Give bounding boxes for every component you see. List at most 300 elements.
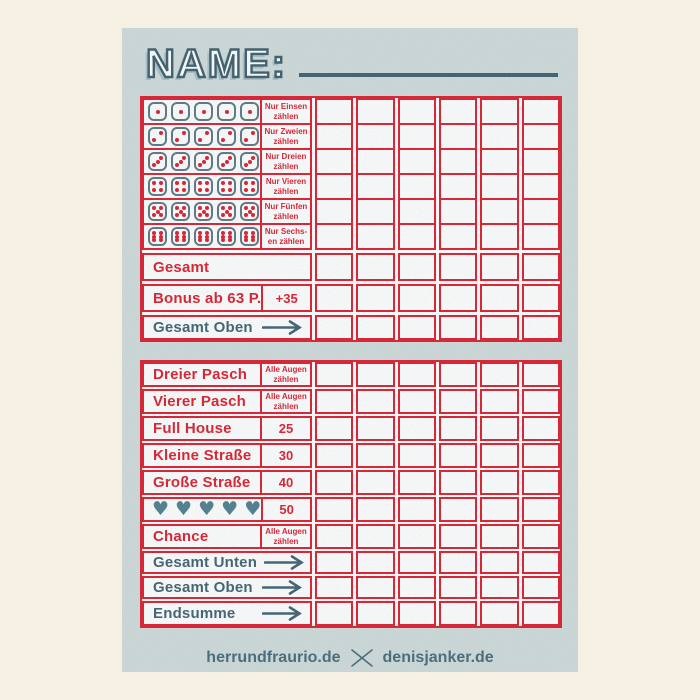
category-hint-cell bbox=[260, 125, 310, 148]
score-cell[interactable] bbox=[398, 148, 436, 175]
row-full-house bbox=[142, 416, 560, 441]
score-cell[interactable] bbox=[439, 362, 477, 387]
score-cell[interactable] bbox=[480, 284, 518, 312]
die-pip bbox=[156, 110, 160, 114]
die-pip bbox=[228, 213, 232, 217]
die-pip bbox=[179, 110, 183, 114]
category-einsen bbox=[142, 98, 312, 125]
score-cell[interactable] bbox=[439, 576, 477, 599]
die-pip bbox=[244, 163, 248, 167]
score-cell[interactable] bbox=[522, 315, 560, 340]
die-2-icon bbox=[240, 127, 259, 146]
footer bbox=[122, 648, 578, 668]
score-cell[interactable] bbox=[356, 524, 394, 549]
die-pip bbox=[198, 181, 202, 185]
die-3-icon bbox=[171, 152, 190, 171]
score-cell[interactable] bbox=[480, 576, 518, 599]
category-full-house bbox=[142, 416, 312, 441]
die-pip bbox=[152, 138, 156, 142]
category-hint-line: zählen bbox=[273, 536, 299, 546]
dice-5-group bbox=[144, 200, 260, 223]
score-cell[interactable] bbox=[356, 416, 394, 441]
die-1-icon bbox=[240, 102, 259, 121]
die-5-icon bbox=[148, 202, 167, 221]
die-pip bbox=[182, 156, 186, 160]
category-gesamt-oben-2 bbox=[142, 576, 312, 599]
score-cell[interactable] bbox=[398, 524, 436, 549]
score-cell[interactable] bbox=[439, 601, 477, 626]
category-dreien bbox=[142, 148, 312, 175]
score-cell[interactable] bbox=[315, 253, 353, 281]
die-pip bbox=[248, 160, 252, 164]
score-cell[interactable] bbox=[439, 223, 477, 250]
heart-icon: ♥ bbox=[175, 498, 193, 520]
score-cell[interactable] bbox=[439, 470, 477, 495]
category-value: 40 bbox=[278, 475, 294, 490]
score-cell[interactable] bbox=[480, 223, 518, 250]
category-hint-line: zählen bbox=[273, 111, 299, 121]
score-cell[interactable] bbox=[439, 551, 477, 574]
category-value-cell bbox=[260, 418, 310, 439]
die-pip bbox=[159, 131, 163, 135]
score-cell[interactable] bbox=[480, 497, 518, 522]
die-pip bbox=[175, 238, 179, 242]
category-value: 30 bbox=[278, 448, 294, 463]
row-dreien bbox=[142, 148, 560, 175]
category-label: Bonus ab 63 P. bbox=[153, 289, 262, 307]
score-cell[interactable] bbox=[356, 148, 394, 175]
die-pip bbox=[225, 110, 229, 114]
score-cell[interactable] bbox=[356, 98, 394, 125]
score-cell[interactable] bbox=[356, 551, 394, 574]
die-pip bbox=[228, 206, 232, 210]
score-cell[interactable] bbox=[356, 123, 394, 150]
category-gesamt bbox=[142, 253, 312, 281]
category-label: Gesamt Oben bbox=[153, 579, 253, 596]
score-cell[interactable] bbox=[356, 315, 394, 340]
die-pip bbox=[159, 213, 163, 217]
heart-icon: ♥ bbox=[221, 498, 239, 520]
die-6-icon bbox=[148, 227, 167, 246]
die-pip bbox=[244, 213, 248, 217]
score-cell[interactable] bbox=[522, 148, 560, 175]
die-pip bbox=[251, 206, 255, 210]
score-cell[interactable] bbox=[439, 443, 477, 468]
category-label: Full House bbox=[153, 420, 232, 437]
die-pip bbox=[175, 188, 179, 192]
dice-6-group bbox=[144, 225, 260, 248]
score-cell[interactable] bbox=[356, 576, 394, 599]
die-pip bbox=[159, 238, 163, 242]
category-kniffel-hearts bbox=[142, 497, 312, 522]
category-hint-line: en zählen bbox=[267, 236, 305, 246]
upper-score-table bbox=[140, 96, 562, 342]
die-pip bbox=[221, 238, 225, 242]
row-gesamt bbox=[142, 253, 560, 281]
score-cell[interactable] bbox=[439, 416, 477, 441]
score-cell[interactable] bbox=[522, 98, 560, 125]
row-fuenfen bbox=[142, 198, 560, 225]
score-cell[interactable] bbox=[315, 284, 353, 312]
die-pip bbox=[251, 238, 255, 242]
heart-icon: ♥ bbox=[198, 498, 216, 520]
score-cell[interactable] bbox=[480, 601, 518, 626]
category-hint-line: Nur Fünfen bbox=[264, 201, 308, 211]
die-pip bbox=[182, 213, 186, 217]
score-cell[interactable] bbox=[522, 253, 560, 281]
die-3-icon bbox=[148, 152, 167, 171]
die-pip bbox=[152, 188, 156, 192]
row-gesamt-oben-2 bbox=[142, 576, 560, 599]
arrow-area bbox=[254, 603, 310, 624]
score-cell[interactable] bbox=[522, 198, 560, 225]
die-pip bbox=[244, 181, 248, 185]
row-kleine-strasse bbox=[142, 443, 560, 468]
die-pip bbox=[198, 138, 202, 142]
die-pip bbox=[182, 188, 186, 192]
score-cell[interactable] bbox=[315, 497, 353, 522]
category-label: Kleine Straße bbox=[153, 447, 252, 464]
category-label: Große Straße bbox=[153, 474, 251, 491]
die-4-icon bbox=[194, 177, 213, 196]
score-cell[interactable] bbox=[522, 497, 560, 522]
score-cell[interactable] bbox=[398, 198, 436, 225]
category-label: Gesamt Unten bbox=[153, 554, 258, 571]
category-label: Gesamt bbox=[153, 258, 210, 276]
score-cell[interactable] bbox=[522, 443, 560, 468]
score-cell[interactable] bbox=[356, 362, 394, 387]
die-pip bbox=[228, 156, 232, 160]
die-2-icon bbox=[171, 127, 190, 146]
arrow-area bbox=[257, 553, 310, 572]
score-cell[interactable] bbox=[315, 470, 353, 495]
row-zweien bbox=[142, 123, 560, 150]
category-hint-cell bbox=[260, 200, 310, 223]
category-hint-cell bbox=[260, 150, 310, 173]
score-cell[interactable] bbox=[480, 416, 518, 441]
die-pip bbox=[248, 110, 252, 114]
score-cell[interactable] bbox=[480, 253, 518, 281]
die-4-icon bbox=[240, 177, 259, 196]
score-cell[interactable] bbox=[522, 601, 560, 626]
score-cell[interactable] bbox=[356, 470, 394, 495]
dice-4-group bbox=[144, 175, 260, 198]
row-chance bbox=[142, 524, 560, 549]
score-cell[interactable] bbox=[315, 223, 353, 250]
category-hint-cell bbox=[260, 391, 310, 412]
row-endsumme bbox=[142, 601, 560, 626]
die-6-icon bbox=[194, 227, 213, 246]
score-cell[interactable] bbox=[439, 253, 477, 281]
score-cell[interactable] bbox=[356, 497, 394, 522]
score-cell[interactable] bbox=[480, 551, 518, 574]
die-6-icon bbox=[217, 227, 236, 246]
die-3-icon bbox=[240, 152, 259, 171]
score-cell[interactable] bbox=[315, 123, 353, 150]
score-cell[interactable] bbox=[356, 284, 394, 312]
die-pip bbox=[251, 188, 255, 192]
kniffel-hearts-group bbox=[144, 499, 261, 520]
score-cell[interactable] bbox=[522, 470, 560, 495]
footer-link-denisjanker[interactable]: denisjanker.de bbox=[382, 649, 494, 666]
score-cell[interactable] bbox=[398, 98, 436, 125]
score-cell[interactable] bbox=[315, 416, 353, 441]
score-cell[interactable] bbox=[439, 524, 477, 549]
score-cell[interactable] bbox=[480, 98, 518, 125]
category-hint-line: Alle Augen bbox=[265, 526, 307, 536]
score-cell[interactable] bbox=[398, 123, 436, 150]
score-cell[interactable] bbox=[315, 576, 353, 599]
category-chance bbox=[142, 524, 312, 549]
die-pip bbox=[221, 213, 225, 217]
score-cell[interactable] bbox=[522, 284, 560, 312]
row-kniffel-hearts bbox=[142, 497, 560, 522]
category-value: 50 bbox=[279, 502, 294, 517]
score-cell[interactable] bbox=[522, 576, 560, 599]
score-cell[interactable] bbox=[315, 551, 353, 574]
category-hint-line: Nur Zweien bbox=[264, 126, 308, 136]
row-vieren bbox=[142, 173, 560, 200]
score-cell[interactable] bbox=[356, 389, 394, 414]
category-hint-cell bbox=[260, 364, 310, 385]
die-pip bbox=[205, 213, 209, 217]
category-hint-cell bbox=[260, 100, 310, 123]
row-sechsen bbox=[142, 223, 560, 250]
die-pip bbox=[198, 238, 202, 242]
die-pip bbox=[251, 156, 255, 160]
row-einsen bbox=[142, 98, 560, 125]
score-cell[interactable] bbox=[439, 389, 477, 414]
category-endsumme bbox=[142, 601, 312, 626]
score-cell[interactable] bbox=[522, 416, 560, 441]
score-cell[interactable] bbox=[522, 362, 560, 387]
category-dreier-pasch bbox=[142, 362, 312, 387]
dice-3-group bbox=[144, 150, 260, 173]
score-cell[interactable] bbox=[315, 389, 353, 414]
die-1-icon bbox=[194, 102, 213, 121]
die-pip bbox=[182, 181, 186, 185]
score-cell[interactable] bbox=[398, 362, 436, 387]
score-cell[interactable] bbox=[439, 315, 477, 340]
die-4-icon bbox=[148, 177, 167, 196]
die-pip bbox=[225, 160, 229, 164]
score-cell[interactable] bbox=[315, 198, 353, 225]
category-gesamt-oben bbox=[142, 315, 312, 340]
score-cell[interactable] bbox=[439, 173, 477, 200]
score-cell[interactable] bbox=[398, 389, 436, 414]
score-cell[interactable] bbox=[356, 198, 394, 225]
category-label: Vierer Pasch bbox=[153, 393, 247, 410]
category-bonus bbox=[142, 284, 312, 312]
die-pip bbox=[221, 181, 225, 185]
score-cell[interactable] bbox=[480, 470, 518, 495]
x-icon bbox=[350, 648, 374, 668]
die-pip bbox=[205, 238, 209, 242]
score-cell[interactable] bbox=[315, 148, 353, 175]
category-hint-line: zählen bbox=[273, 161, 299, 171]
die-pip bbox=[228, 188, 232, 192]
category-hint-line: Nur Vieren bbox=[265, 176, 307, 186]
category-hint-cell bbox=[260, 526, 310, 547]
score-cell[interactable] bbox=[439, 98, 477, 125]
die-pip bbox=[179, 160, 183, 164]
score-cell[interactable] bbox=[398, 576, 436, 599]
die-2-icon bbox=[194, 127, 213, 146]
score-cell[interactable] bbox=[315, 362, 353, 387]
score-cell[interactable] bbox=[398, 416, 436, 441]
category-hint-line: zählen bbox=[273, 211, 299, 221]
die-pip bbox=[205, 131, 209, 135]
score-cell[interactable] bbox=[398, 173, 436, 200]
die-pip bbox=[152, 181, 156, 185]
score-cell[interactable] bbox=[315, 173, 353, 200]
category-hint-cell bbox=[260, 225, 310, 248]
die-pip bbox=[244, 238, 248, 242]
category-hint-line: Nur Einsen bbox=[264, 101, 308, 111]
score-cell[interactable] bbox=[398, 497, 436, 522]
name-input-line[interactable] bbox=[299, 73, 558, 77]
score-cell[interactable] bbox=[480, 315, 518, 340]
category-value-cell bbox=[260, 472, 310, 493]
die-pip bbox=[175, 213, 179, 217]
die-4-icon bbox=[171, 177, 190, 196]
die-pip bbox=[244, 188, 248, 192]
score-cell[interactable] bbox=[480, 524, 518, 549]
die-pip bbox=[221, 163, 225, 167]
die-pip bbox=[159, 206, 163, 210]
score-cell[interactable] bbox=[356, 601, 394, 626]
die-pip bbox=[221, 138, 225, 142]
heart-icon: ♥ bbox=[152, 498, 170, 520]
row-gesamt-oben bbox=[142, 315, 560, 340]
score-cell[interactable] bbox=[522, 123, 560, 150]
category-hint-line: zählen bbox=[273, 186, 299, 196]
footer-link-herrundfraurio[interactable]: herrundfraurio.de bbox=[206, 649, 341, 666]
die-pip bbox=[251, 131, 255, 135]
row-gesamt-unten bbox=[142, 551, 560, 574]
category-gesamt-unten bbox=[142, 551, 312, 574]
score-cell[interactable] bbox=[522, 223, 560, 250]
score-cell[interactable] bbox=[398, 253, 436, 281]
die-1-icon bbox=[148, 102, 167, 121]
score-cell[interactable] bbox=[356, 253, 394, 281]
die-2-icon bbox=[217, 127, 236, 146]
die-pip bbox=[175, 181, 179, 185]
score-cell[interactable] bbox=[356, 223, 394, 250]
score-cell[interactable] bbox=[398, 551, 436, 574]
score-cell[interactable] bbox=[480, 148, 518, 175]
score-cell[interactable] bbox=[398, 470, 436, 495]
score-cell[interactable] bbox=[480, 362, 518, 387]
arrow-right-icon bbox=[262, 320, 302, 335]
score-cell[interactable] bbox=[398, 223, 436, 250]
category-hint-line: Nur Dreien bbox=[265, 151, 307, 161]
row-dreier-pasch bbox=[142, 362, 560, 387]
score-cell[interactable] bbox=[522, 551, 560, 574]
die-pip bbox=[152, 238, 156, 242]
die-3-icon bbox=[194, 152, 213, 171]
die-pip bbox=[228, 181, 232, 185]
die-pip bbox=[198, 213, 202, 217]
category-label: Endsumme bbox=[153, 605, 236, 622]
die-5-icon bbox=[240, 202, 259, 221]
arrow-area bbox=[254, 578, 310, 597]
die-pip bbox=[202, 160, 206, 164]
arrow-right-icon bbox=[264, 555, 304, 570]
dice-1-group bbox=[144, 100, 260, 123]
score-cell[interactable] bbox=[315, 524, 353, 549]
score-cell[interactable] bbox=[522, 389, 560, 414]
row-grosse-strasse bbox=[142, 470, 560, 495]
score-cell[interactable] bbox=[480, 443, 518, 468]
die-pip bbox=[152, 213, 156, 217]
die-pip bbox=[205, 156, 209, 160]
dice-2-group bbox=[144, 125, 260, 148]
category-hint-line: zählen bbox=[273, 136, 299, 146]
score-cell[interactable] bbox=[356, 443, 394, 468]
category-value-cell bbox=[261, 286, 310, 310]
score-cell[interactable] bbox=[439, 148, 477, 175]
score-cell[interactable] bbox=[398, 601, 436, 626]
name-label: NAME: bbox=[146, 42, 288, 86]
score-cell[interactable] bbox=[522, 173, 560, 200]
category-value-cell bbox=[260, 445, 310, 466]
score-cell[interactable] bbox=[315, 315, 353, 340]
score-cell[interactable] bbox=[315, 601, 353, 626]
category-vierer-pasch bbox=[142, 389, 312, 414]
die-5-icon bbox=[171, 202, 190, 221]
category-value: 25 bbox=[278, 421, 294, 436]
score-sheet bbox=[122, 28, 578, 672]
die-pip bbox=[156, 160, 160, 164]
score-cell[interactable] bbox=[398, 443, 436, 468]
score-cell[interactable] bbox=[522, 524, 560, 549]
die-pip bbox=[251, 181, 255, 185]
score-cell[interactable] bbox=[480, 389, 518, 414]
score-cell[interactable] bbox=[356, 173, 394, 200]
die-1-icon bbox=[171, 102, 190, 121]
die-5-icon bbox=[194, 202, 213, 221]
name-row bbox=[146, 44, 560, 84]
die-pip bbox=[205, 206, 209, 210]
die-6-icon bbox=[171, 227, 190, 246]
score-cell[interactable] bbox=[439, 123, 477, 150]
die-pip bbox=[159, 156, 163, 160]
lower-score-table bbox=[140, 360, 562, 628]
score-cell[interactable] bbox=[480, 123, 518, 150]
die-pip bbox=[251, 213, 255, 217]
score-cell[interactable] bbox=[439, 284, 477, 312]
score-cell[interactable] bbox=[480, 198, 518, 225]
die-pip bbox=[159, 188, 163, 192]
category-zweien bbox=[142, 123, 312, 150]
die-pip bbox=[182, 131, 186, 135]
die-pip bbox=[198, 188, 202, 192]
score-cell[interactable] bbox=[439, 198, 477, 225]
score-cell[interactable] bbox=[315, 443, 353, 468]
die-pip bbox=[152, 163, 156, 167]
score-cell[interactable] bbox=[480, 173, 518, 200]
score-cell[interactable] bbox=[398, 315, 436, 340]
die-2-icon bbox=[148, 127, 167, 146]
arrow-right-icon bbox=[262, 606, 302, 621]
score-cell[interactable] bbox=[398, 284, 436, 312]
category-sechsen bbox=[142, 223, 312, 250]
score-cell[interactable] bbox=[315, 98, 353, 125]
row-vierer-pasch bbox=[142, 389, 560, 414]
category-kleine-strasse bbox=[142, 443, 312, 468]
score-cell[interactable] bbox=[439, 497, 477, 522]
